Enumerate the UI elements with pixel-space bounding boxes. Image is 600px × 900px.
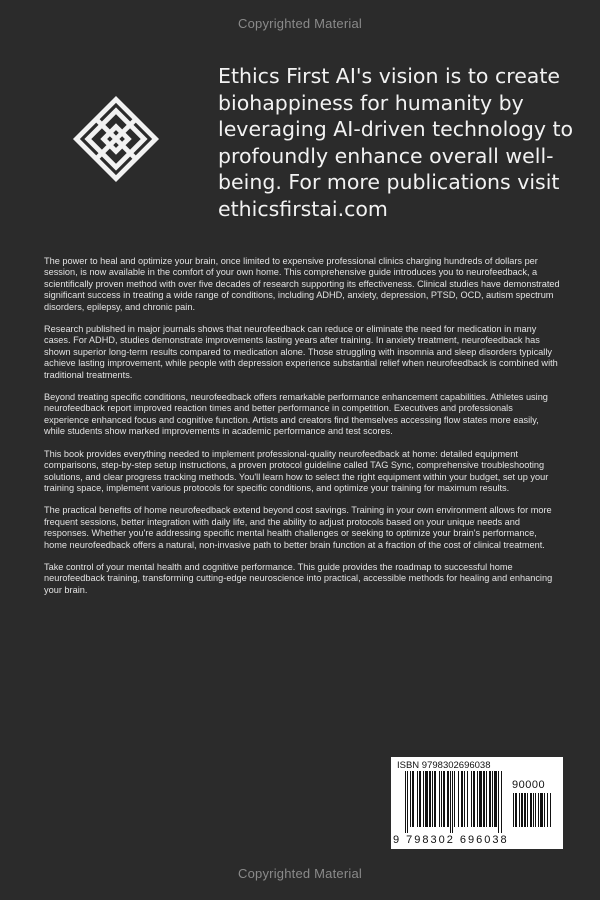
barcode-bar (434, 771, 436, 827)
watermark-top: Copyrighted Material (238, 16, 362, 31)
barcode-bar (540, 793, 543, 827)
price-code: 90000 (512, 779, 546, 791)
barcode-bar (452, 771, 453, 833)
barcode-bar (432, 771, 433, 827)
watermark-bottom: Copyrighted Material (238, 866, 362, 881)
isbn-barcode (391, 757, 563, 849)
barcode-bar (489, 771, 491, 827)
paragraph: Take control of your mental health and cognitive performance. This guide provides the roadmap to successful home neurofeedback training, transforming cutting-edge neuroscience into practical, accessible methods for healing and enhancing your brain. (44, 561, 553, 595)
barcode-bar (467, 771, 468, 827)
barcode-bar (515, 793, 517, 827)
barcode-bar (524, 793, 526, 827)
addon-barcode-bars (513, 793, 557, 833)
barcode-bar (439, 771, 440, 827)
barcode-bar (443, 771, 445, 827)
barcode-bar (477, 771, 478, 827)
barcode-bar (447, 771, 449, 827)
barcode-bar (419, 771, 421, 827)
barcode-bar (498, 771, 499, 833)
barcode-bar (527, 793, 528, 827)
isbn-label: ISBN 9798302696038 (397, 760, 491, 771)
barcode-bar (479, 771, 482, 827)
paragraph: The power to heal and optimize your brain, once limited to expensive professional clinics charging hundreds of dollars per session, is now available in the comfort of your own home. This comprehensive guide introduces you to neurofeedback, a scientifically proven method with over five decades of research supporting its effectiveness. Clinical studies have demonstrated significant success in treating a wide range of conditions, including ADHD, anxiety, depression, PTSD, OCD, autism spectrum disorders, epilepsy, and chronic pain. (44, 256, 560, 312)
barcode-bar (425, 771, 428, 827)
barcode-bar (544, 793, 545, 827)
barcode-bar (550, 793, 551, 827)
barcode-bar (473, 771, 475, 827)
barcode-bar (519, 793, 520, 827)
barcode-bar (412, 771, 414, 827)
barcode-bar (454, 771, 455, 827)
barcode-bar (501, 771, 502, 833)
barcode-bar (464, 771, 465, 827)
barcode-bar (530, 793, 532, 827)
barcode-bar (450, 771, 451, 833)
paragraph: Research published in major journals shows that neurofeedback can reduce or eliminate the need for medication in many cases. For ADHD, studies demonstrate improvements lasting years after training. In anxiety treatment, neurofeedback has shown superior long-term results compared to medication alone. Those struggling with insomnia and sleep disorders typically achieve lasting improvement, while people with depression experience substantial relief when neurofeedback is combined with traditional treatments. (44, 324, 558, 380)
barcode-bar (533, 793, 534, 827)
back-cover-description (44, 256, 560, 607)
ean-barcode-bars (405, 771, 509, 833)
barcode-bar (486, 771, 487, 827)
barcode-bar (483, 771, 485, 827)
barcode-bar (461, 771, 463, 827)
barcode-digits: 9 798302 696038 (393, 834, 509, 846)
barcode-bar (423, 771, 424, 827)
barcode-bar (458, 771, 459, 827)
barcode-bar (492, 771, 493, 827)
barcode-bar (538, 793, 539, 827)
barcode-bar (441, 771, 442, 827)
barcode-bar (429, 771, 431, 827)
barcode-bar (494, 771, 497, 827)
barcode-bar (410, 771, 411, 827)
publisher-tagline: Ethics First AI's vision is to create biohappiness for humanity by leveraging AI-driven technology to profoundly enhance overall well-being. For more publications visit ethicsfirstai.com (218, 64, 574, 221)
barcode-bar (417, 771, 418, 827)
paragraph: This book provides everything needed to implement professional-quality neurofeedback at home: detailed equipment comparisons, step-by-step setup instructions, a proven protocol guideline called TAG Sync, comprehensive troubleshooting solutions, and clear progress tracking methods. You'll learn how to select the right equipment within your budget, set up your training space, implement various protocols for specific conditions, and optimize your training for maximum results. (44, 448, 549, 493)
barcode-bar (535, 793, 536, 827)
barcode-bar (521, 793, 523, 827)
paragraph: Beyond treating specific conditions, neurofeedback offers remarkable performance enhancement capabilities. Athletes using neurofeedback report improved reaction times and better performance in competition. Executives and professionals experience enhanced focus and cognitive function. Artists and creators find themselves accessing flow states more easily, while students show marked improvements in academic performance and test scores. (44, 392, 548, 437)
ethics-first-ai-logo-icon (72, 95, 160, 183)
barcode-bar (407, 771, 408, 833)
barcode-bar (513, 793, 514, 827)
barcode-bar (547, 793, 548, 827)
barcode-bar (471, 771, 472, 827)
paragraph: The practical benefits of home neurofeedback extend beyond cost savings. Training in your own environment allows for more frequent sessions, better integration with daily life, and the ability to adjust protocols based on your unique needs and responses. Whether you're addressing specific mental health challenges or seeking to optimize your brain's performance, home neurofeedback offers a natural, non-invasive path to better brain function at a fraction of the cost of clinical treatment. (44, 505, 552, 550)
barcode-bar (405, 771, 406, 833)
